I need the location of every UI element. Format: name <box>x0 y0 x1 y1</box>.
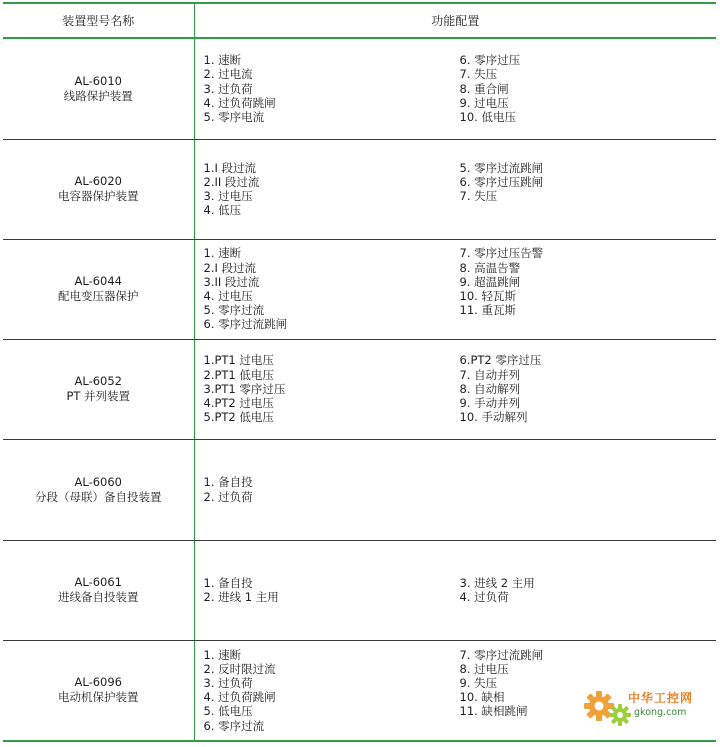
function-item: 5. 零序电流 <box>203 110 265 125</box>
function-item: 3.PT1 零序过压 <box>203 381 286 396</box>
table-row <box>3 339 716 439</box>
function-list-right <box>460 246 710 331</box>
function-config-table <box>3 2 716 742</box>
function-list-right <box>460 161 710 218</box>
function-item: 4. 过负荷跳闸 <box>203 95 276 110</box>
function-item: 2. 进线 1 主用 <box>203 590 279 604</box>
function-cell <box>194 339 716 439</box>
device-name: PT 并列装置 <box>66 389 131 403</box>
function-item: 7. 零序过压告警 <box>459 246 544 261</box>
table-row <box>3 439 716 540</box>
function-item: 7. 零序过流跳闸 <box>459 647 544 662</box>
function-list-left <box>204 576 460 604</box>
function-item: 1.I 段过流 <box>203 160 257 175</box>
function-item: 10. 缺相 <box>459 690 505 705</box>
function-item: 5. 低电压 <box>203 704 253 719</box>
header-row <box>3 3 716 38</box>
function-item: 1. 速断 <box>203 246 242 261</box>
device-name: 电容器保护装置 <box>58 189 139 203</box>
function-item: 3.II 段过流 <box>203 274 260 289</box>
function-item: 3. 进线 2 主用 <box>459 575 535 590</box>
device-model: AL-6010 <box>74 73 122 88</box>
function-item: 11. 缺相跳闸 <box>459 704 528 719</box>
function-list-left <box>204 475 460 503</box>
function-cell <box>194 540 716 640</box>
function-list-left <box>204 53 460 124</box>
function-list-right <box>460 353 710 424</box>
function-list-right <box>460 53 710 124</box>
device-name: 进线备自投装置 <box>58 590 139 604</box>
device-name: 电动机保护装置 <box>58 690 139 705</box>
function-cell <box>194 439 716 540</box>
function-item: 7. 自动并列 <box>459 367 521 382</box>
table-row <box>3 139 716 239</box>
function-item: 10. 低电压 <box>459 110 516 125</box>
function-item: 9. 手动并列 <box>459 396 521 411</box>
function-list-left <box>204 246 460 331</box>
function-item: 9. 失压 <box>459 676 498 691</box>
device-model: AL-6052 <box>74 374 122 388</box>
function-item: 1. 备自投 <box>203 575 253 590</box>
function-item: 2.I 段过流 <box>203 260 257 275</box>
header-model: 装置型号名称 <box>3 3 194 38</box>
function-list-left <box>204 161 460 218</box>
function-item: 6. 零序过压 <box>459 53 521 68</box>
function-item: 9. 超温跳闸 <box>459 274 521 289</box>
function-item: 1. 速断 <box>203 53 242 68</box>
table-row <box>3 239 716 339</box>
function-list-left <box>204 353 460 424</box>
function-list-right <box>460 475 710 503</box>
function-item: 2.PT1 低电压 <box>203 367 274 382</box>
table-row <box>3 38 716 139</box>
function-item: 6. 零序过流 <box>203 718 265 733</box>
function-item: 2. 过负荷 <box>203 489 253 504</box>
function-item: 6.PT2 零序过压 <box>459 353 542 368</box>
function-item: 8. 高温告警 <box>459 260 521 275</box>
small-gear-icon <box>608 703 632 727</box>
function-item: 3. 过负荷 <box>203 81 253 96</box>
function-list-right <box>460 576 710 604</box>
watermark-logo <box>582 685 710 733</box>
function-item: 8. 重合闸 <box>459 81 509 96</box>
device-name-cell <box>3 239 194 339</box>
table-row <box>3 540 716 640</box>
function-item: 2. 反时限过流 <box>203 661 276 676</box>
function-item: 4.PT2 过电压 <box>203 396 274 411</box>
function-item: 9. 过电压 <box>459 95 509 110</box>
device-name: 线路保护装置 <box>63 88 133 103</box>
device-name: 分段（母联）备自投装置 <box>35 489 162 504</box>
function-item: 11. 重瓦斯 <box>459 303 516 318</box>
function-item: 8. 自动解列 <box>459 381 521 396</box>
function-item: 2. 过电流 <box>203 67 253 82</box>
device-name-cell <box>3 640 194 741</box>
function-item: 4. 过电压 <box>203 289 253 303</box>
function-item: 8. 过电压 <box>459 661 509 676</box>
device-name-cell <box>3 38 194 139</box>
device-model: AL-6061 <box>74 575 122 589</box>
function-item: 4. 过负荷 <box>459 590 509 604</box>
function-item: 6. 零序过压跳闸 <box>459 174 544 189</box>
function-item: 10. 轻瓦斯 <box>459 289 516 303</box>
device-name-cell <box>3 439 194 540</box>
function-item: 7. 失压 <box>459 67 498 82</box>
table-body <box>3 38 716 741</box>
function-item: 1. 备自投 <box>203 475 253 490</box>
function-item: 4. 低压 <box>203 203 242 218</box>
function-item: 10. 手动解列 <box>459 410 528 425</box>
device-name-cell <box>3 139 194 239</box>
device-model: AL-6020 <box>74 174 122 188</box>
function-cell <box>194 239 716 339</box>
function-item: 7. 失压 <box>459 189 498 203</box>
device-name: 配电变压器保护 <box>58 289 139 303</box>
function-item: 3. 过负荷 <box>203 676 253 691</box>
function-item: 2.II 段过流 <box>203 174 260 189</box>
function-item: 5.PT2 低电压 <box>203 410 274 425</box>
function-item: 1. 速断 <box>203 647 242 662</box>
watermark-domain: gkong.com <box>634 707 687 718</box>
function-cell <box>194 38 716 139</box>
function-list-left <box>204 648 460 733</box>
function-item: 4. 过负荷跳闸 <box>203 690 276 705</box>
watermark-site-name: 中华工控网 <box>628 691 694 705</box>
device-model: AL-6096 <box>74 675 122 690</box>
function-item: 6. 零序过流跳闸 <box>203 317 288 332</box>
device-name-cell <box>3 540 194 640</box>
device-name-cell <box>3 339 194 439</box>
header-function: 功能配置 <box>194 3 716 38</box>
function-cell <box>194 139 716 239</box>
device-model: AL-6060 <box>74 474 122 489</box>
device-model: AL-6044 <box>74 274 122 288</box>
function-item: 1.PT1 过电压 <box>203 353 274 368</box>
function-item: 5. 零序过流 <box>203 303 265 318</box>
function-item: 5. 零序过流跳闸 <box>459 160 544 175</box>
function-item: 3. 过电压 <box>203 189 253 203</box>
